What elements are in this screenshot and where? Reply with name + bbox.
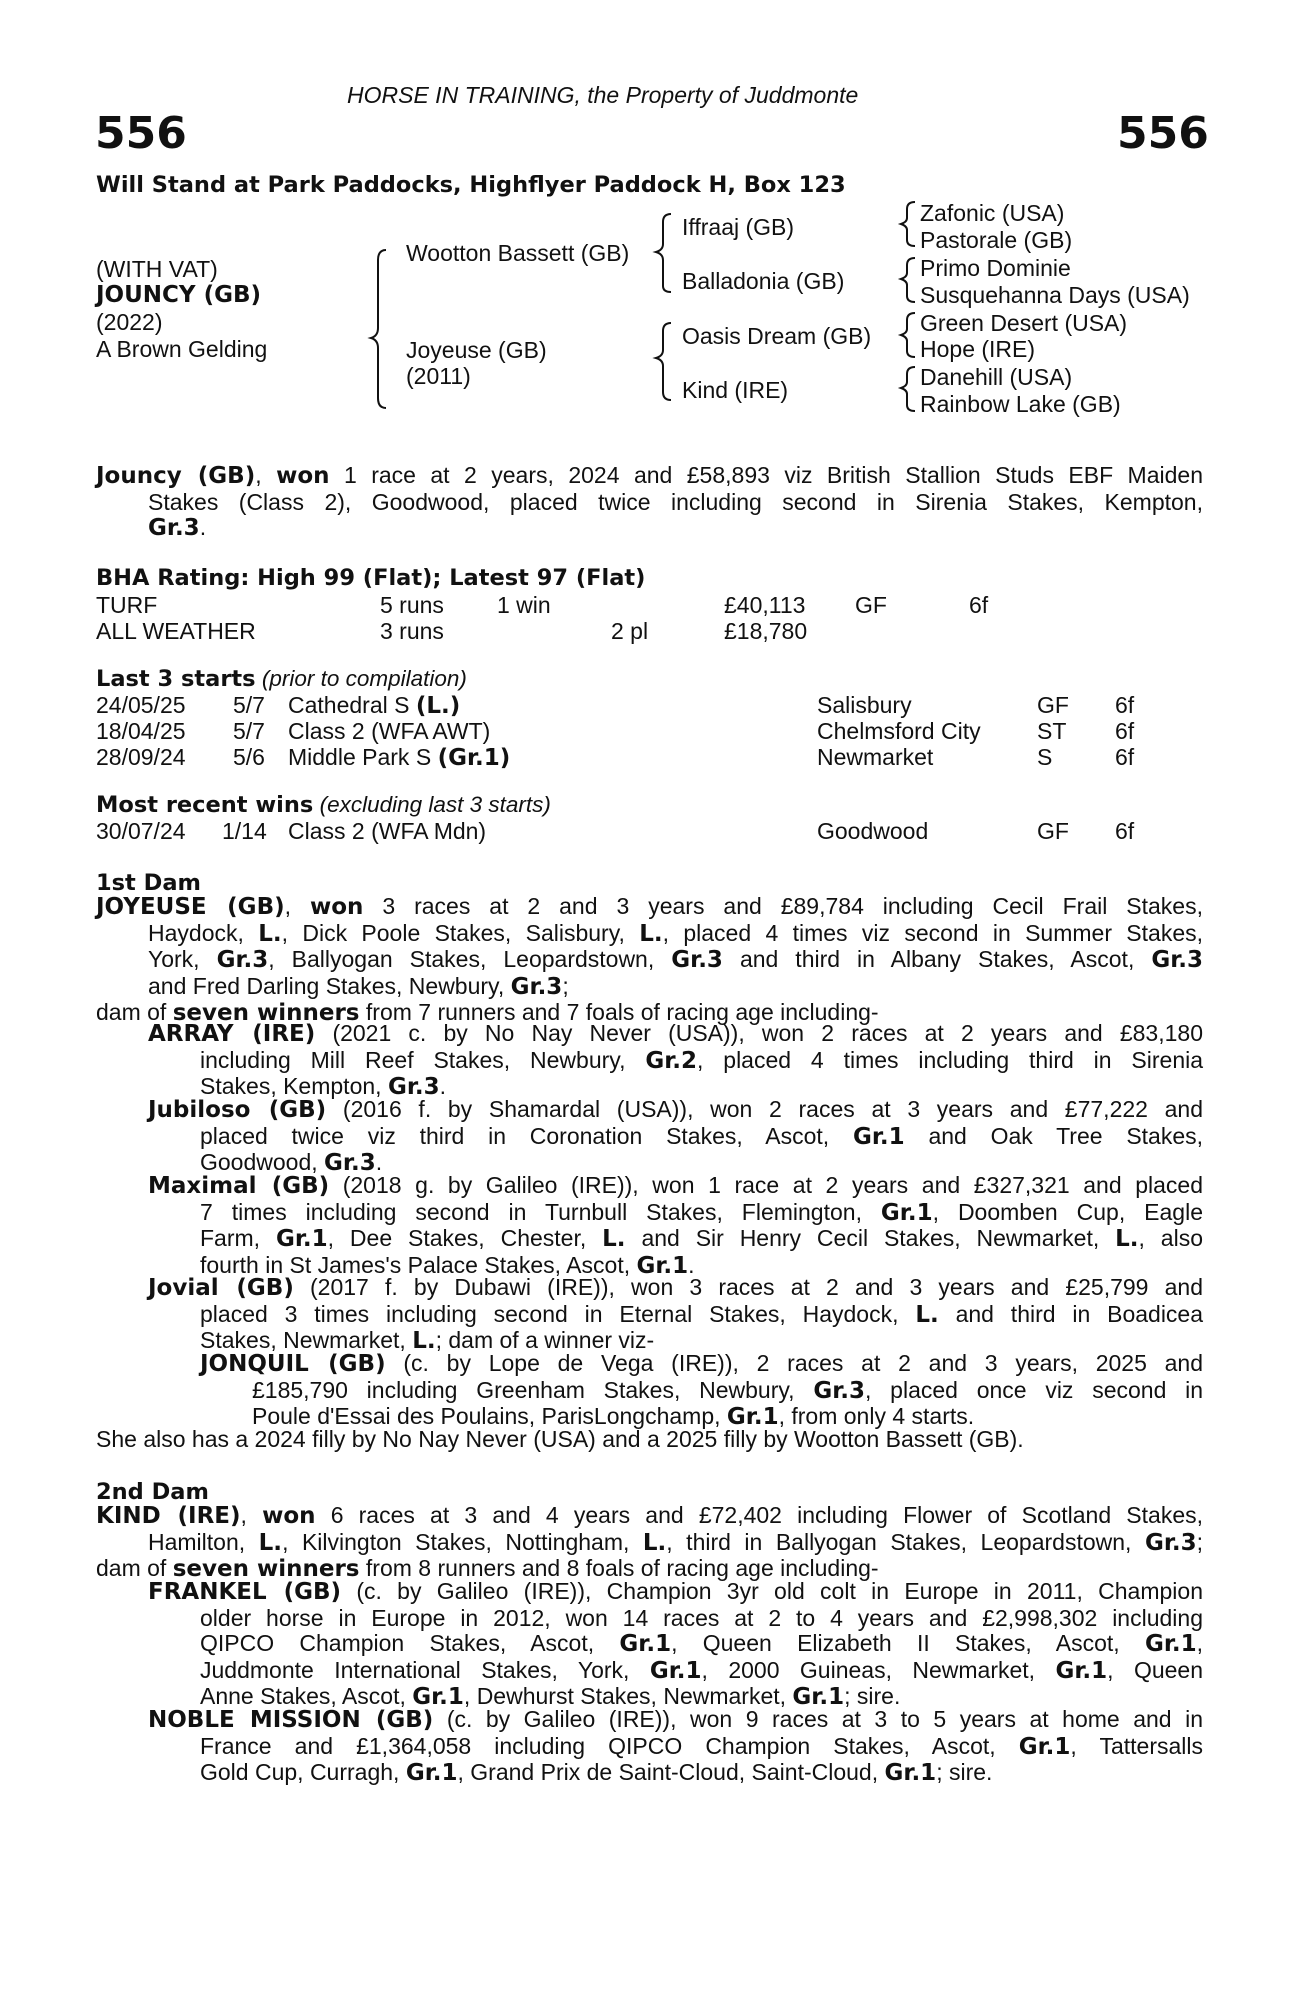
- produce-text: , 2000 Guineas, Newmarket,: [701, 1656, 1036, 1683]
- dam1-text: York,: [148, 946, 200, 972]
- rating-distance: 6f: [969, 592, 989, 618]
- produce-text: including Mill Reef Stakes, Newbury,: [200, 1046, 626, 1073]
- dam2-heading: 2nd Dam: [96, 1479, 209, 1505]
- dam1-grade: Gr.3: [671, 947, 723, 973]
- start-race: Middle Park S: [288, 744, 432, 770]
- win-course: Goodwood: [817, 818, 929, 844]
- produce-text: fourth in St James's Palace Stakes, Ascot,: [200, 1251, 631, 1278]
- dam2-winners-count: seven winners: [172, 1556, 360, 1582]
- produce-grade: Gr.1: [852, 1123, 905, 1150]
- produce-text: .: [439, 1073, 447, 1099]
- produce-text: , placed 4 times including third in Sirenia: [697, 1046, 1204, 1073]
- produce-grade: Gr.1: [1055, 1657, 1108, 1684]
- produce-text: (2016 f. by Shamardal (USA)), won 2 races at 3 years and £77,222 and: [342, 1096, 1204, 1122]
- produce-text: QIPCO Champion Stakes, Ascot,: [200, 1630, 595, 1656]
- bracket-dd: [901, 367, 915, 411]
- rating-money: £18,780: [724, 618, 808, 644]
- start-distance: 6f: [1115, 692, 1135, 718]
- dam1-text: and Fred Darling Stakes, Newbury,: [148, 972, 505, 999]
- dam2-grade: L.: [258, 1529, 283, 1556]
- produce-text: (2017 f. by Dubawi (IRE)), won 3 races at 2 and 3 years and £25,799 and: [310, 1274, 1203, 1300]
- start-grade: (Gr.1): [437, 745, 511, 771]
- produce-grade: L.: [602, 1226, 626, 1252]
- produce-text: (2021 c. by No Nay Never (USA)), won 2 races at 2 years and £83,180: [332, 1020, 1203, 1046]
- rating-runs: 5 runs: [380, 592, 444, 618]
- produce-grade: Gr.1: [884, 1760, 937, 1786]
- recent-wins-heading: [96, 792, 551, 818]
- produce-grade: Gr.1: [792, 1684, 845, 1710]
- start-date: 28/09/24: [96, 744, 186, 770]
- produce-name: Jubiloso (GB): [148, 1097, 327, 1123]
- start-race: Class 2 (WFA AWT): [288, 718, 491, 744]
- dam2-grade: Gr.3: [1144, 1529, 1197, 1556]
- summary-grade: Gr.3: [148, 515, 200, 541]
- produce-name: Maximal (GB): [148, 1173, 330, 1199]
- pedigree-dss: Green Desert (USA): [920, 310, 1128, 336]
- rating-runs: 3 runs: [380, 618, 444, 644]
- produce-text: Anne Stakes, Ascot,: [200, 1683, 406, 1709]
- produce-grade: Gr.1: [726, 1404, 779, 1430]
- summary-won: won: [276, 463, 330, 489]
- produce-text: Juddmonte International Stakes, York,: [200, 1656, 630, 1683]
- rating-title: BHA Rating: High 99 (Flat); Latest 97 (Flat): [96, 565, 646, 591]
- win-date: 30/07/24: [96, 818, 186, 844]
- pedigree-sss: Zafonic (USA): [920, 200, 1065, 226]
- last3-note: (prior to compilation): [261, 666, 467, 691]
- horse-name: JOUNCY (GB): [96, 282, 262, 308]
- produce-text: , Dee Stakes, Chester,: [327, 1225, 587, 1251]
- produce-grade: Gr.3: [387, 1074, 440, 1100]
- produce-text: ; dam of a winner viz-: [435, 1327, 655, 1353]
- dam1-record: JOYEUSE (GB), won 3 races at 2 and 3 years and £89,784 including Cecil Frail Stakes, Haydock, L., Dick Poole Stakes, Salisbury, L., placed 4 times viz second in Summer Stakes, York, Gr.3, Ballyogan Stakes, Leopardstown, Gr.3 and third in Albany Stakes, Ascot, Gr.3 and Fred Darling Stakes, Newbury, Gr.3; dam of seven winners from 7 runners and 7 foals of racing age including-: [96, 893, 1204, 1026]
- produce-text: Goodwood,: [200, 1149, 318, 1175]
- produce-text: (c. by Galileo (IRE)), won 9 races at 3 to 5 years at home and in: [446, 1706, 1203, 1732]
- dam1-grade: Gr.3: [216, 947, 269, 973]
- produce-text: , Grand Prix de Saint-Cloud, Saint-Cloud,: [457, 1759, 879, 1785]
- start-date: 24/05/25: [96, 692, 186, 718]
- dam1-text: , Ballyogan Stakes, Leopardstown,: [268, 946, 655, 972]
- pedigree-ssd: Pastorale (GB): [920, 227, 1073, 253]
- dam1-grade: L.: [258, 920, 282, 947]
- start-going: S: [1037, 744, 1053, 770]
- summary-line-1: 1 race at 2 years, 2024 and £58,893 viz British Stallion Studs EBF Maiden: [343, 462, 1203, 488]
- pedigree-sire-sire: Iffraaj (GB): [682, 214, 795, 240]
- start-position: 5/7: [233, 718, 265, 744]
- produce-grade: Gr.1: [1018, 1733, 1071, 1760]
- produce-text: .: [375, 1149, 383, 1175]
- produce-text: , also: [1138, 1225, 1204, 1251]
- start-grade: (L.): [415, 693, 461, 719]
- pedigree-dam-dam: Kind (IRE): [682, 377, 789, 403]
- produce-text: and third in Boadicea: [955, 1300, 1204, 1327]
- dam2-name: KIND (IRE): [96, 1503, 241, 1529]
- produce-noble-mission: [148, 1707, 1203, 1787]
- rating-surface: ALL WEATHER: [96, 618, 256, 644]
- dam1-heading: 1st Dam: [96, 870, 201, 896]
- recent-wins-note: (excluding last 3 starts): [319, 792, 551, 817]
- dam1-foals-text: from 7 runners and 7 foals of racing age including-: [365, 999, 879, 1025]
- produce-text: , placed once viz second in: [865, 1376, 1204, 1403]
- dam1-won: won: [309, 894, 364, 920]
- start-position: 5/7: [233, 692, 265, 718]
- dam1-text: Haydock,: [148, 919, 244, 946]
- produce-text: Poule d'Essai des Poulains, ParisLongchamp,: [252, 1403, 721, 1429]
- dam2-text: , Kilvington Stakes, Nottingham,: [282, 1528, 630, 1555]
- start-going: ST: [1037, 718, 1067, 744]
- pedigree-sire-dam: Balladonia (GB): [682, 268, 845, 294]
- start-date: 18/04/25: [96, 718, 186, 744]
- dam2-record: KIND (IRE), won 6 races at 3 and 4 years and £72,402 including Flower of Scotland Stakes, Hamilton, L., Kilvington Stakes, Nottingham, L., third in Ballyogan Stakes, Leopardstown, Gr.3; dam of seven winners from 8 runners and 8 foals of racing age including-: [96, 1502, 1204, 1582]
- dam1-dam-of: dam of: [96, 999, 167, 1025]
- dam1-grade: Gr.3: [510, 973, 563, 1000]
- last3-title: Last 3 starts: [96, 666, 256, 692]
- produce-text: , Queen Elizabeth II Stakes, Ascot,: [671, 1630, 1120, 1656]
- dam2-foals-text: from 8 runners and 8 foals of racing age including-: [365, 1555, 879, 1581]
- produce-name: NOBLE MISSION (GB): [148, 1707, 434, 1733]
- produce-text: , Doomben Cup, Eagle: [932, 1198, 1203, 1225]
- produce-jubiloso: [148, 1097, 1203, 1177]
- start-distance: 6f: [1115, 718, 1135, 744]
- dam1-grade: Gr.3: [1151, 947, 1204, 973]
- vat-note: (WITH VAT): [96, 256, 218, 282]
- produce-text: ; sire.: [936, 1759, 993, 1785]
- lot-number-left: 556: [95, 108, 187, 159]
- dam1-also-note: She also has a 2024 filly by No Nay Never (USA) and a 2025 filly by Wootton Bassett (GB).: [96, 1426, 1024, 1452]
- produce-text: Stakes, Kempton,: [200, 1073, 382, 1099]
- rating-money: £40,113: [724, 592, 806, 618]
- bracket-sire-dam: [371, 250, 386, 408]
- start-race: Cathedral S: [288, 692, 410, 718]
- dam1-text: , Dick Poole Stakes, Salisbury,: [281, 919, 625, 946]
- horse-year: (2022): [96, 309, 163, 335]
- produce-grade: Gr.1: [275, 1226, 328, 1252]
- last3-heading: [96, 666, 467, 692]
- dam1-text: ;: [562, 972, 569, 999]
- produce-grade: Gr.1: [1144, 1631, 1197, 1657]
- dam1-name: JOYEUSE (GB): [96, 894, 285, 920]
- bracket-sd: [901, 258, 915, 302]
- pedigree-brackets: [0, 0, 1315, 430]
- recent-wins-title: Most recent wins: [96, 792, 314, 818]
- produce-jovial: [148, 1275, 1203, 1355]
- bracket-dam-line: [656, 323, 671, 400]
- produce-text: ; sire.: [844, 1683, 901, 1709]
- horse-summary: Jouncy (GB), won 1 race at 2 years, 2024 and £58,893 viz British Stallion Studs EBF Maiden Stakes (Class 2), Goodwood, placed twice including second in Sirenia Stakes, Kempton, Gr.3.: [96, 462, 1203, 541]
- dam1-text: 3 races at 2 and 3 years and £89,784 including Cecil Frail Stakes,: [382, 893, 1203, 919]
- win-distance: 6f: [1115, 818, 1135, 844]
- pedigree-dam-sire: Oasis Dream (GB): [682, 323, 872, 349]
- produce-text: and Sir Henry Cecil Stakes, Newmarket,: [641, 1225, 1100, 1251]
- rating-surface: TURF: [96, 592, 158, 618]
- start-course: Chelmsford City: [817, 718, 981, 744]
- produce-text: ,: [1196, 1630, 1204, 1656]
- pedigree-dam-year: (2011): [406, 363, 471, 389]
- produce-text: 7 times including second in Turnbull Stakes, Flemington,: [200, 1198, 862, 1225]
- produce-text: , Dewhurst Stakes, Newmarket,: [463, 1683, 787, 1709]
- start-course: Newmarket: [817, 744, 934, 770]
- produce-text: .: [688, 1251, 695, 1278]
- lot-number-right: 556: [1117, 108, 1209, 159]
- pedigree-dds: Danehill (USA): [920, 364, 1073, 390]
- catalogue-header-title: HORSE IN TRAINING, the Property of Juddmonte: [347, 82, 859, 108]
- dam2-text: , third in Ballyogan Stakes, Leopardstown,: [666, 1528, 1132, 1555]
- produce-text: £185,790 including Greenham Stakes, Newbury,: [252, 1376, 795, 1403]
- dam2-text: Hamilton,: [148, 1528, 246, 1555]
- produce-text: France and £1,364,058 including QIPCO Champion Stakes, Ascot,: [200, 1732, 996, 1759]
- summary-line-2: Stakes (Class 2), Goodwood, placed twice including second in Sirenia Stakes, Kempton,: [148, 488, 1203, 515]
- produce-grade: Gr.3: [324, 1150, 376, 1176]
- win-going: GF: [1037, 818, 1069, 844]
- produce-grade: Gr.1: [649, 1657, 702, 1684]
- rating-wins: 1 win: [497, 592, 551, 618]
- produce-grade: Gr.1: [636, 1252, 689, 1279]
- produce-text: (c. by Lope de Vega (IRE)), 2 races at 2 and 3 years, 2025 and: [403, 1350, 1203, 1376]
- produce-text: Stakes, Newmarket,: [200, 1327, 406, 1353]
- bracket-ds: [901, 313, 915, 357]
- produce-text: (c. by Galileo (IRE)), Champion 3yr old colt in Europe in 2011, Champion: [356, 1578, 1203, 1604]
- produce-text: , Queen: [1107, 1656, 1204, 1683]
- stand-location: Will Stand at Park Paddocks, Highflyer Paddock H, Box 123: [96, 172, 846, 198]
- produce-grade: Gr.3: [813, 1377, 866, 1404]
- produce-frankel: [148, 1579, 1203, 1711]
- dam2-dam-of: dam of: [96, 1555, 167, 1581]
- pedigree-sire: Wootton Bassett (GB): [406, 240, 630, 266]
- produce-array: [148, 1021, 1203, 1101]
- bracket-sire-line: [656, 214, 671, 292]
- dam1-winners-count: seven winners: [172, 1000, 360, 1026]
- produce-text: placed 3 times including second in Eternal Stakes, Haydock,: [200, 1300, 899, 1327]
- produce-name: ARRAY (IRE): [148, 1021, 316, 1047]
- rating-going: GF: [855, 592, 887, 618]
- dam1-text: and third in Albany Stakes, Ascot,: [739, 946, 1135, 972]
- rating-placed: 2 pl: [611, 618, 649, 644]
- pedigree-ddd: Rainbow Lake (GB): [920, 391, 1121, 417]
- produce-grade: Gr.1: [412, 1684, 464, 1710]
- produce-grade: Gr.1: [880, 1199, 933, 1226]
- dam1-text: , placed 4 times viz second in Summer Stakes,: [662, 919, 1204, 946]
- produce-name: FRANKEL (GB): [148, 1579, 342, 1605]
- produce-name: JONQUIL (GB): [200, 1351, 386, 1377]
- produce-maximal: [148, 1173, 1203, 1279]
- produce-text: Gold Cup, Curragh,: [200, 1759, 400, 1785]
- pedigree-sdd: Susquehanna Days (USA): [920, 282, 1190, 308]
- produce-grade: Gr.1: [405, 1760, 458, 1786]
- produce-text: (2018 g. by Galileo (IRE)), won 1 race at 2 years and £327,321 and placed: [342, 1172, 1203, 1198]
- dam2-won: won: [262, 1503, 316, 1529]
- dam2-text: 6 races at 3 and 4 years and £72,402 including Flower of Scotland Stakes,: [330, 1502, 1203, 1528]
- produce-grade: L.: [1115, 1226, 1139, 1252]
- produce-text: , from only 4 starts.: [778, 1403, 975, 1429]
- produce-grade: L.: [412, 1328, 436, 1354]
- dam2-grade: L.: [642, 1529, 667, 1556]
- produce-text: and Oak Tree Stakes,: [928, 1122, 1204, 1149]
- pedigree-dsd: Hope (IRE): [920, 336, 1036, 362]
- start-position: 5/6: [233, 744, 265, 770]
- produce-grade: Gr.1: [619, 1631, 672, 1657]
- produce-text: older horse in Europe in 2012, won 14 races at 2 to 4 years and £2,998,302 including: [200, 1604, 1203, 1631]
- produce-grade: Gr.2: [645, 1047, 698, 1074]
- start-going: GF: [1037, 692, 1069, 718]
- produce-text: Farm,: [200, 1225, 261, 1251]
- produce-grade: L.: [915, 1301, 939, 1328]
- summary-name: Jouncy (GB): [96, 463, 256, 489]
- produce-text: placed twice viz third in Coronation Stakes, Ascot,: [200, 1122, 830, 1149]
- horse-description: A Brown Gelding: [96, 336, 268, 362]
- bracket-ss: [901, 202, 915, 246]
- produce-jonquil: [200, 1351, 1203, 1431]
- produce-text: , Tattersalls: [1070, 1732, 1203, 1759]
- win-race: Class 2 (WFA Mdn): [288, 818, 487, 844]
- start-distance: 6f: [1115, 744, 1135, 770]
- pedigree-sds: Primo Dominie: [920, 255, 1071, 281]
- pedigree-dam: Joyeuse (GB): [406, 337, 547, 363]
- summary-end: .: [199, 514, 207, 540]
- dam2-text: ;: [1196, 1528, 1204, 1555]
- dam1-grade: L.: [639, 920, 663, 947]
- start-course: Salisbury: [817, 692, 912, 718]
- produce-name: Jovial (GB): [148, 1275, 294, 1301]
- win-position: 1/14: [222, 818, 267, 844]
